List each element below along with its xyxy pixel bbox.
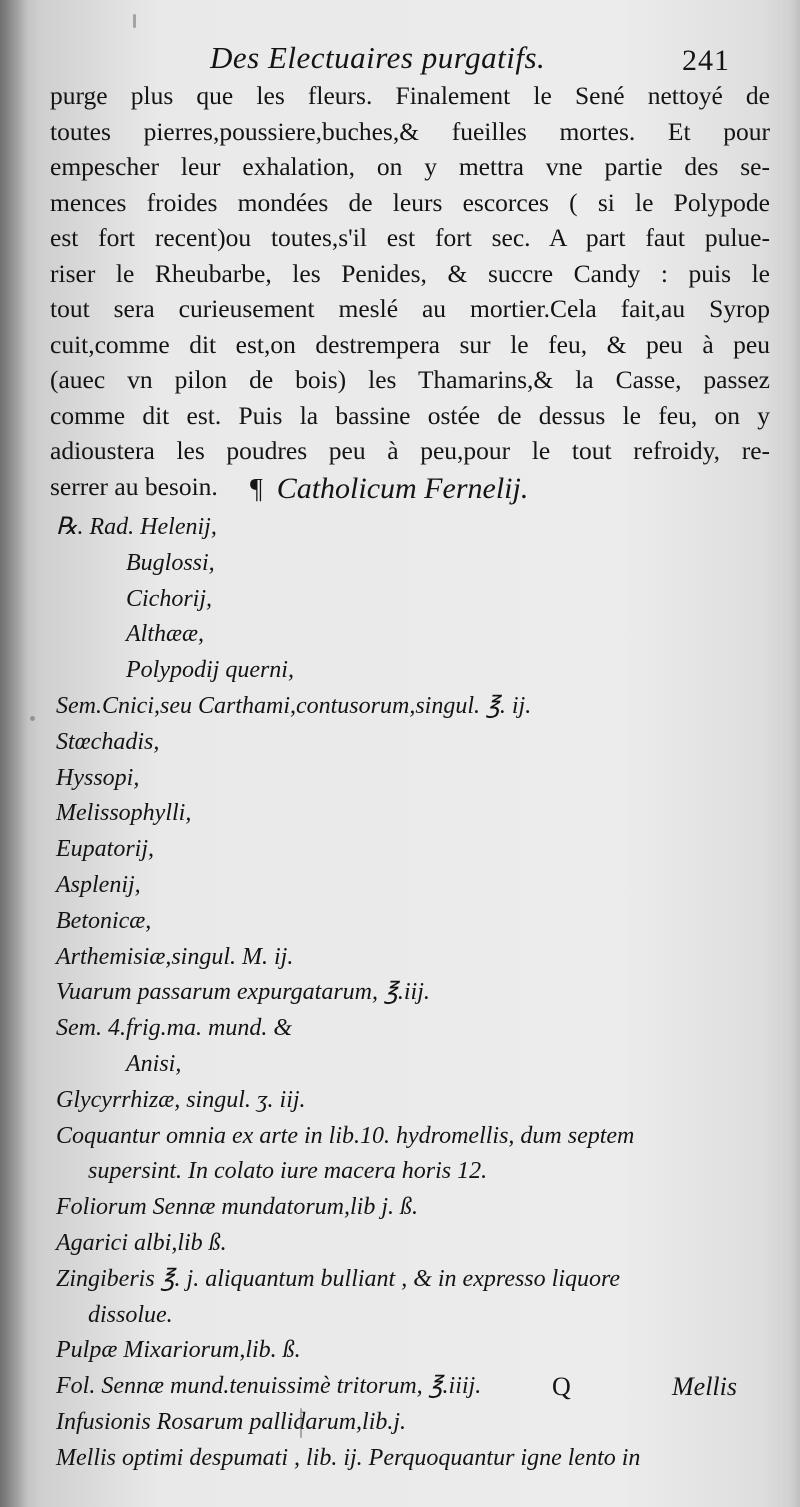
recipe-line: Pulpæ Mixariorum,lib. ß. [56,1337,301,1364]
prose-paragraph [50,78,770,504]
ink-speck [150,492,154,496]
ink-speck [300,1408,302,1438]
page-footer [552,1372,762,1402]
recipe-line: Buglossi, [126,549,215,576]
prose-line: cuit,comme dit est,on destrempera sur le feu, & peu à peu [50,329,770,359]
prose-line: tout sera curieusement meslé au mortier.Cela fait,au Syrop [50,294,770,323]
recipe-list [56,510,776,1477]
recipe-line: Mellis optimi despumati , lib. ij. Perquoquantur igne lento in [56,1444,641,1471]
recipe-line: Glycyrrhizæ, singul. ʒ. iij. [56,1086,306,1113]
prose-line: adioustera les poudres peu à peu,pour le tout refroidy, re- [50,436,770,465]
prose-line: (auec vn pilon de bois) les Thamarins,& la Casse, passez [50,365,770,394]
recipe-line: Althææ, [126,621,205,648]
recipe-line: Cichorij, [126,585,213,612]
prose-line: riser le Rheubarbe, les Penides, & succre Candy : puis le [50,258,770,288]
recipe-line: Vuarum passarum expurgatarum, ℥.iij. [56,979,430,1006]
recipe-line: dissolue. [88,1301,173,1328]
recipe-line: Agarici albi,lib ß. [56,1229,227,1256]
recipe-line: Zingiberis ℥. j. aliquantum bulliant , & in expresso liquore [56,1265,621,1292]
recipe-line: Foliorum Sennæ mundatorum,lib j. ß. [56,1194,419,1221]
pilcrow-mark: ¶ [250,474,263,505]
prose-line: empescher leur exhalation, on y mettra vne partie des se- [50,152,770,181]
prose-line: toutes pierres,poussiere,buches,& fueilles mortes. Et pour [50,116,770,146]
section-heading [250,472,528,506]
recipe-line: Sem. 4.frig.ma. mund. & [56,1015,292,1042]
gutter-shadow [0,0,28,1507]
prose-line: est fort recent)ou toutes,s'il est fort sec. A part faut pulue- [50,223,770,252]
prose-line: mences froides mondées de leurs escorces ( si le Polypode [50,187,770,217]
recipe-line: Melissophylli, [56,800,192,827]
recipe-line: Betonicæ, [56,907,152,934]
recipe-line: Stœchadis, [56,728,160,755]
recipe-line: Hyssopi, [56,764,140,791]
recipe-line: supersint. In colato iure macera horis 12. [88,1158,488,1185]
ink-speck [30,716,35,721]
recipe-line: Infusionis Rosarum pallidarum,lib.j. [56,1408,407,1435]
prose-line: serrer au besoin. [50,471,218,501]
signature-mark: Q [552,1372,571,1401]
section-title: Catholicum Fernelij. [276,472,529,505]
running-title: Des Electuaires purgatifs. [210,40,546,75]
catchword: Mellis [672,1372,737,1401]
ink-speck [133,14,136,28]
page-number: 241 [682,44,730,77]
recipe-line: Eupatorij, [56,836,155,863]
recipe-line: Fol. Sennæ mund.tenuissimè tritorum, ℥.iiij. [56,1373,482,1400]
recipe-line: Sem.Cnici,seu Carthami,contusorum,singul. ℥. ij. [56,692,532,719]
recipe-line: ℞. Rad. Helenij, [56,514,217,540]
recipe-line: Asplenij, [56,871,141,898]
prose-line: purge plus que les fleurs. Finalement le Sené nettoyé de [50,81,770,110]
recipe-line: Coquantur omnia ex arte in lib.10. hydromellis, dum septem [56,1122,635,1149]
recipe-line: Arthemisiæ,singul. M. ij. [56,943,294,970]
recipe-line: Polypodij querni, [126,657,294,684]
prose-line: comme dit est. Puis la bassine ostée de dessus le feu, on y [50,400,770,430]
recipe-line: Anisi, [126,1050,182,1077]
